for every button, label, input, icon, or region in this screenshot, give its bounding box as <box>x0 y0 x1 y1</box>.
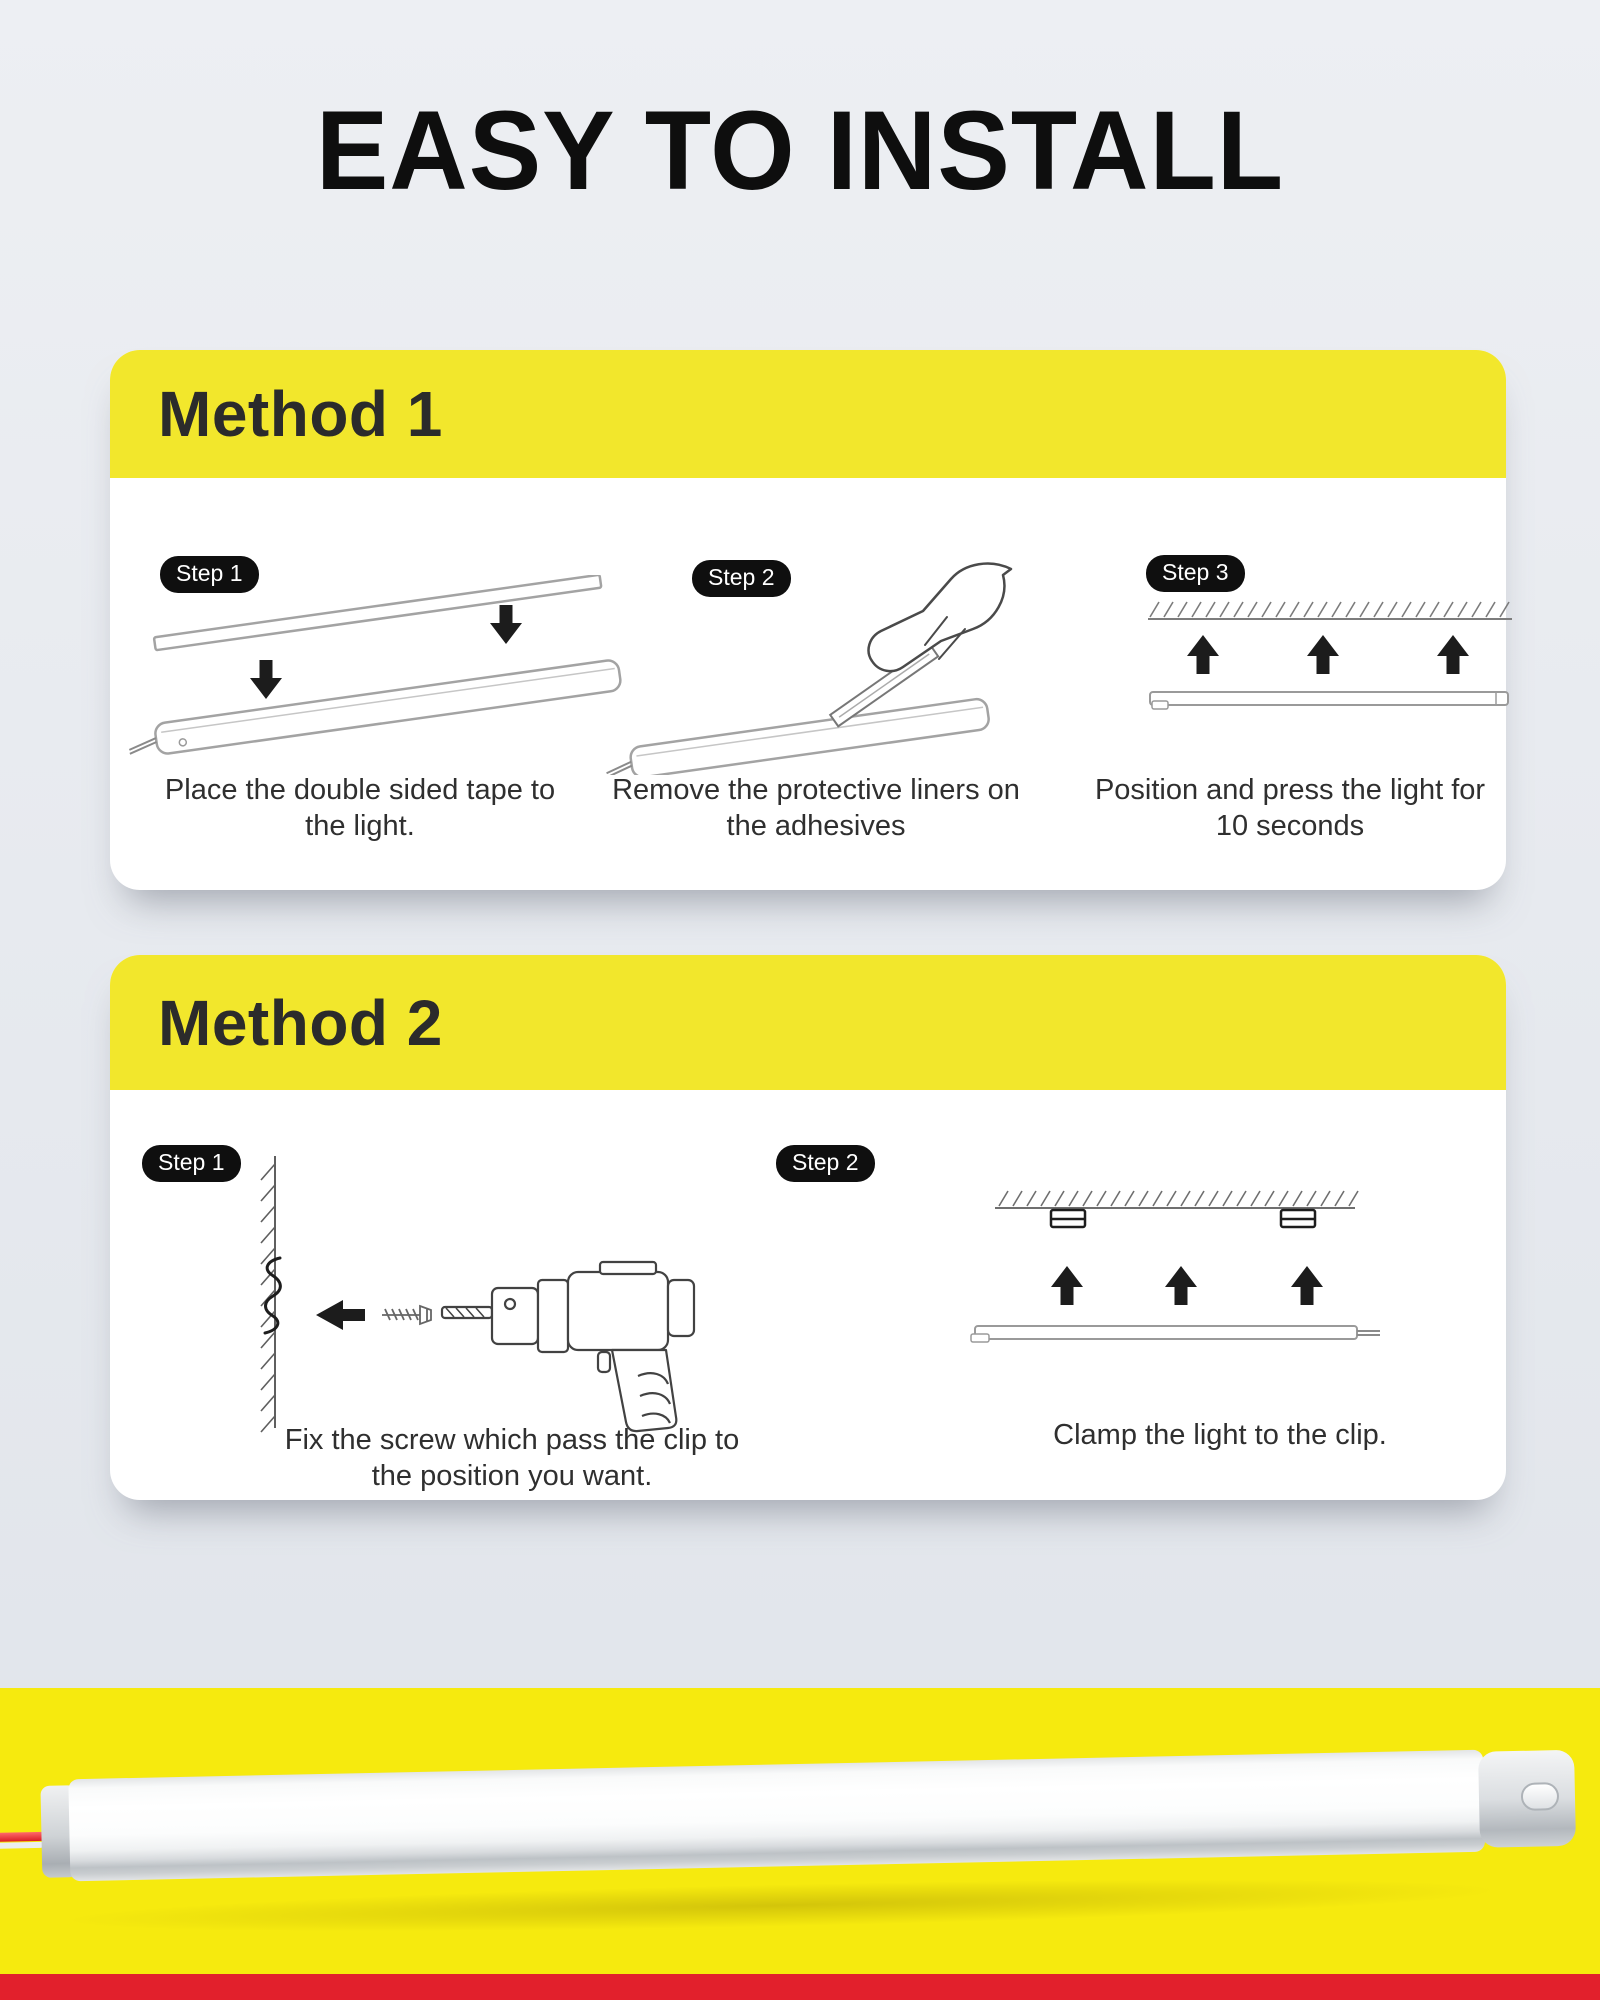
step-caption: Fix the screw which pass the clip to the position you want. <box>284 1424 740 1492</box>
bottom-red-stripe <box>0 1974 1600 2000</box>
hand-outline <box>869 564 1011 672</box>
method-2-header <box>110 955 1506 1090</box>
method-2-title: Method 2 <box>158 986 443 1059</box>
step-caption: Place the double sided tape to the light. <box>164 774 556 842</box>
method-2-card <box>110 955 1506 1500</box>
clamp-light-to-clips-illustration <box>955 1150 1395 1365</box>
step-badge: Step 1 <box>160 556 259 593</box>
method-1-title: Method 1 <box>158 378 443 450</box>
step-caption: Clamp the light to the clip. <box>1053 1419 1387 1451</box>
drill-screw-into-clip-illustration <box>130 1150 700 1455</box>
method-1-header <box>110 350 1506 478</box>
step-badge: Step 2 <box>692 560 791 597</box>
tape-placed-on-light-illustration <box>120 575 630 780</box>
hand-peeling-liner-illustration <box>595 555 1015 780</box>
light-bar-shadow <box>61 1869 1502 1941</box>
page-title: EASY TO INSTALL <box>315 88 1285 213</box>
light-bar-diffuser-body <box>68 1750 1485 1882</box>
method-1-card <box>110 350 1506 890</box>
light-bar-switch-button <box>1521 1782 1560 1811</box>
press-light-to-ceiling-illustration <box>1140 593 1520 733</box>
led-light-bar-product-photo <box>0 1741 1600 1965</box>
step-badge: Step 1 <box>142 1145 241 1182</box>
step-badge: Step 3 <box>1146 555 1245 592</box>
step-caption: Position and press the light for 10 seconds <box>1094 774 1486 842</box>
step-badge: Step 2 <box>776 1145 875 1182</box>
white-power-wire <box>0 1842 44 1849</box>
step-caption: Remove the protective liners on the adhesives <box>612 774 1020 842</box>
